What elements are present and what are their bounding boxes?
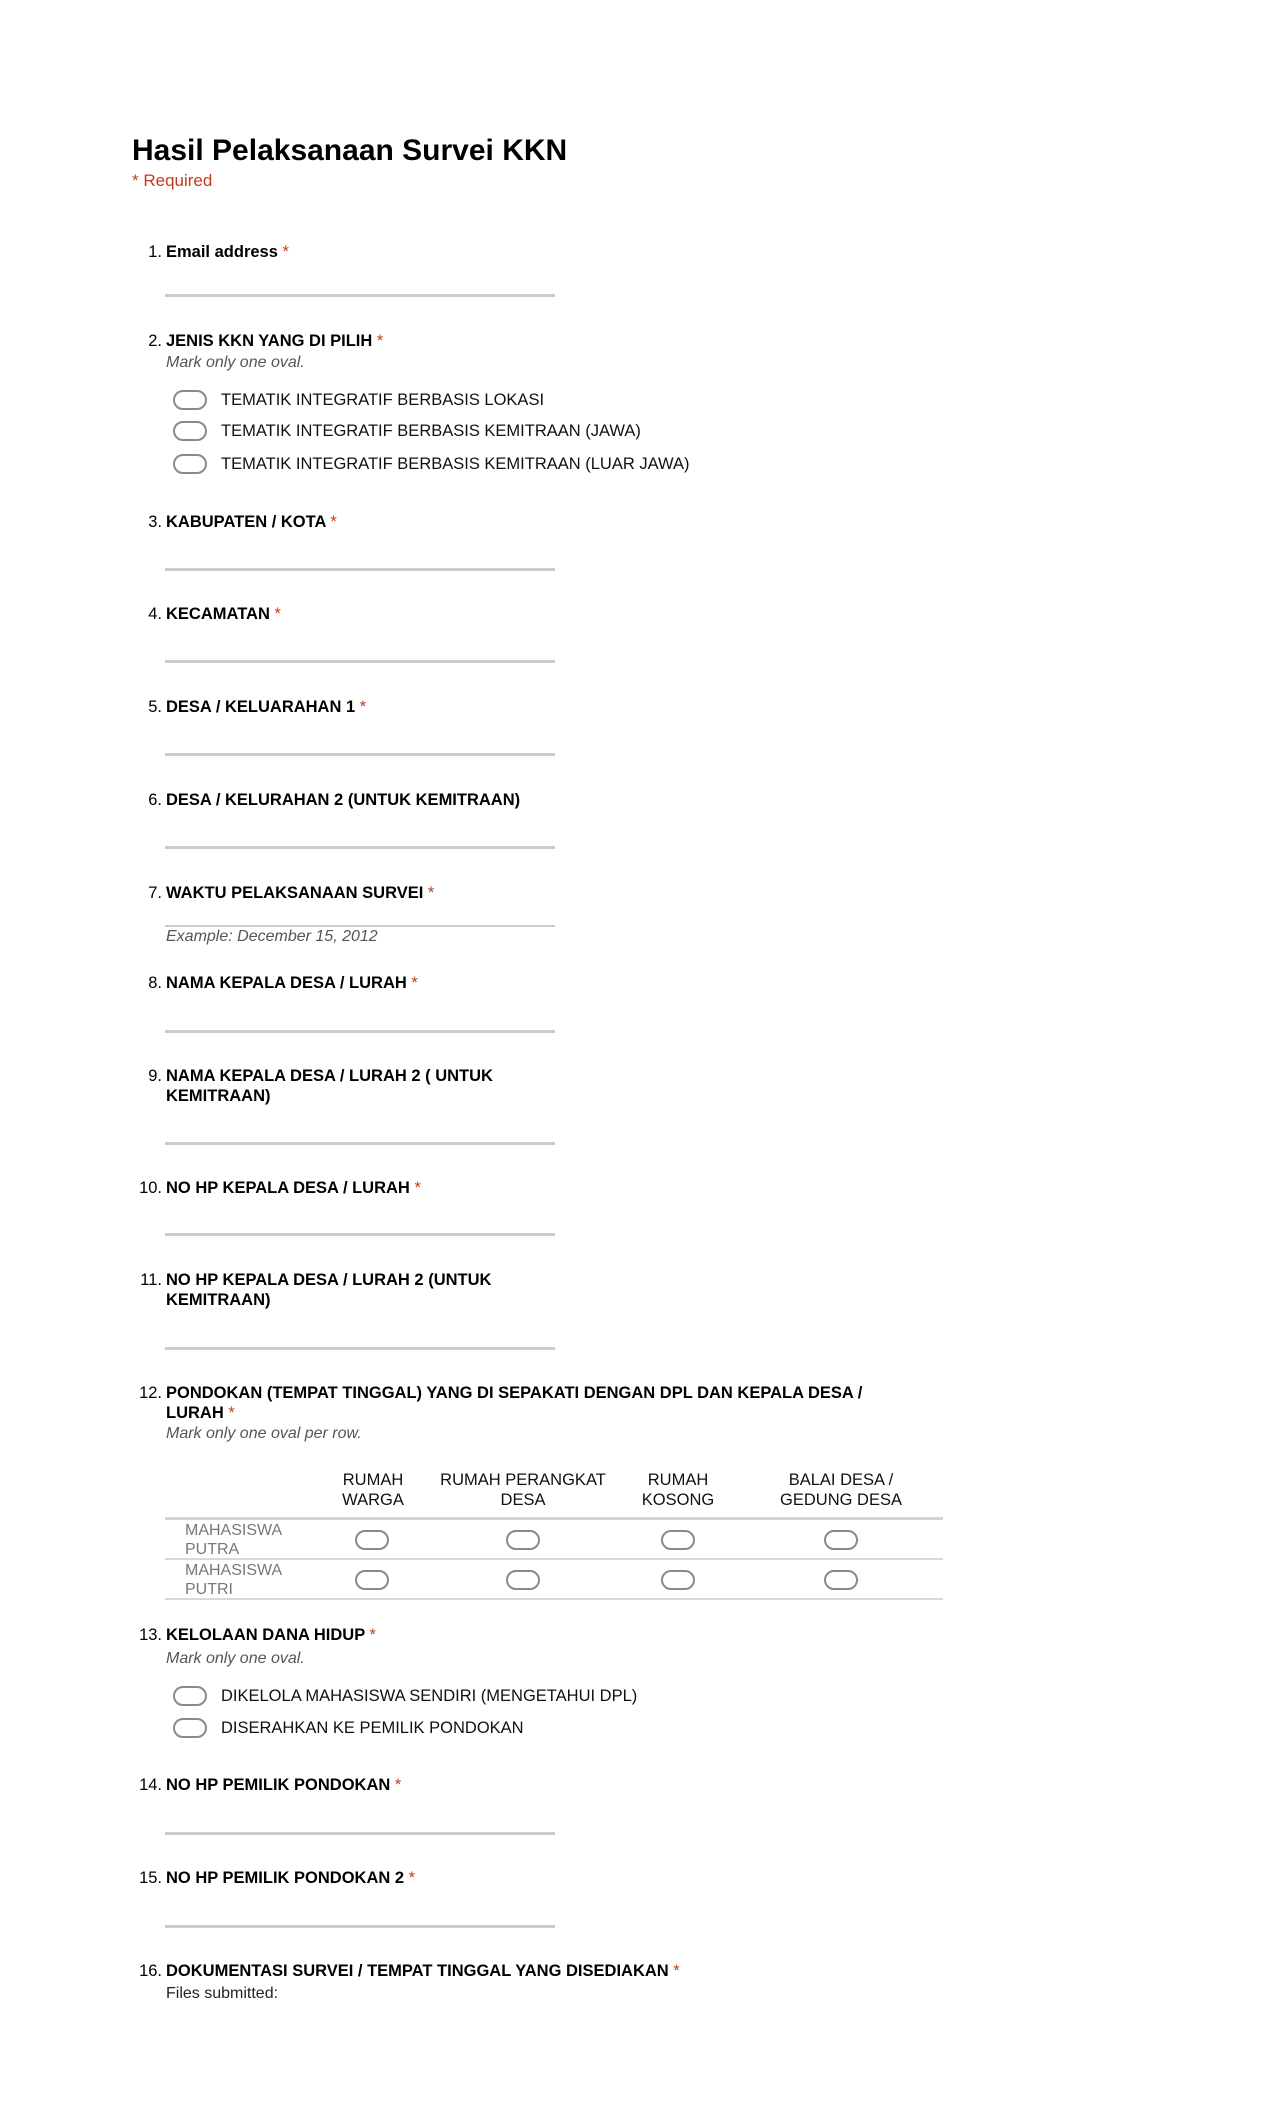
question-label	[166, 512, 337, 532]
label-text: NO HP KEPALA DESA / LURAH	[166, 1179, 410, 1197]
grid-radio-putra-rumah-warga[interactable]	[355, 1530, 389, 1550]
nama-kepala-desa-input[interactable]	[165, 1030, 555, 1033]
required-asterisk: *	[411, 974, 418, 992]
required-asterisk: *	[394, 1776, 402, 1794]
question-label	[166, 1178, 421, 1198]
grid-row-label	[185, 1521, 282, 1559]
question-label	[166, 604, 281, 624]
label-text: KECAMATAN	[166, 605, 270, 623]
option-label: TEMATIK INTEGRATIF BERBASIS KEMITRAAN (JAWA)	[221, 422, 641, 440]
grid-column-header	[438, 1470, 608, 1510]
no-hp-pemilik-input[interactable]	[165, 1832, 555, 1835]
question-label	[166, 242, 289, 262]
column-header-line1: BALAI DESA /	[788, 1471, 894, 1489]
row-label-line1: MAHASISWA	[185, 1562, 283, 1579]
column-header-line1: RUMAH	[647, 1471, 709, 1489]
row-label-line2: PUTRA	[185, 1541, 240, 1558]
question-number: 2.	[148, 332, 162, 350]
label-text: WAKTU PELAKSANAAN SURVEI	[166, 884, 424, 902]
question-label-line2	[166, 1403, 235, 1423]
label-text: LURAH	[166, 1404, 224, 1422]
question-label	[166, 1625, 376, 1645]
grid-column-header	[288, 1470, 458, 1510]
kecamatan-input[interactable]	[165, 660, 555, 663]
option-label: TEMATIK INTEGRATIF BERBASIS LOKASI	[221, 391, 545, 409]
question-hint: Mark only one oval.	[166, 354, 305, 371]
question-label-line2: KEMITRAAN)	[166, 1291, 271, 1309]
grid-column-header	[756, 1470, 926, 1510]
question-number: 14.	[139, 1776, 162, 1794]
radio-option-dikelola-mahasiswa[interactable]	[173, 1686, 207, 1706]
question-number: 10.	[139, 1179, 162, 1197]
question-number: 5.	[148, 698, 162, 716]
question-number: 12.	[139, 1384, 162, 1402]
required-asterisk: *	[228, 1404, 235, 1422]
label-text: NO HP PEMILIK PONDOKAN	[166, 1776, 391, 1794]
files-submitted-text: Files submitted:	[166, 1985, 279, 2002]
label-text: JENIS KKN YANG DI PILIH	[166, 332, 373, 350]
nama-kepala-desa-2-input[interactable]	[165, 1142, 555, 1145]
grid-row-divider	[165, 1558, 943, 1560]
grid-radio-putra-rumah-perangkat[interactable]	[506, 1530, 540, 1550]
question-label	[166, 973, 418, 993]
question-number: 11.	[140, 1271, 162, 1289]
question-number: 16.	[139, 1962, 162, 1980]
date-example-hint: Example: December 15, 2012	[166, 928, 378, 945]
required-asterisk: *	[274, 605, 281, 623]
no-hp-kepala-desa-2-input[interactable]	[165, 1347, 555, 1350]
radio-option-kemitraan-jawa[interactable]	[173, 421, 207, 441]
grid-header-divider	[165, 1517, 943, 1520]
question-number: 8.	[148, 974, 162, 992]
required-asterisk: *	[330, 513, 337, 531]
question-number: 3.	[148, 513, 162, 531]
question-number: 6.	[148, 791, 162, 809]
column-header-line1: RUMAH PERANGKAT	[440, 1471, 606, 1489]
no-hp-pemilik-2-input[interactable]	[165, 1925, 555, 1928]
required-note: * Required	[132, 171, 213, 190]
question-label	[166, 883, 434, 903]
email-input[interactable]	[165, 294, 555, 297]
required-asterisk: *	[427, 884, 435, 902]
kabupaten-input[interactable]	[165, 568, 555, 571]
no-hp-kepala-desa-input[interactable]	[165, 1233, 555, 1236]
grid-row-label	[185, 1561, 282, 1599]
label-text: Email address	[166, 243, 278, 261]
question-hint: Mark only one oval.	[166, 1650, 305, 1667]
question-label	[166, 1961, 680, 1981]
column-header-line2: KOSONG	[641, 1491, 715, 1509]
question-label-line1: PONDOKAN (TEMPAT TINGGAL) YANG DI SEPAKATI DENGAN DPL DAN KEPALA DESA /	[166, 1384, 863, 1402]
label-text: KELOLAAN DANA HIDUP	[166, 1626, 365, 1644]
option-label: TEMATIK INTEGRATIF BERBASIS KEMITRAAN (LUAR JAWA)	[221, 455, 690, 473]
question-number: 1.	[148, 243, 162, 261]
grid-radio-putri-rumah-warga[interactable]	[355, 1570, 389, 1590]
required-asterisk: *	[369, 1626, 376, 1644]
radio-option-lokasi[interactable]	[173, 390, 207, 410]
required-asterisk: *	[408, 1869, 416, 1887]
desa-1-input[interactable]	[165, 753, 555, 756]
question-number: 7.	[148, 884, 162, 902]
required-asterisk: *	[282, 243, 289, 261]
label-text: NO HP PEMILIK PONDOKAN 2	[166, 1869, 405, 1887]
question-label-line1: NAMA KEPALA DESA / LURAH 2 ( UNTUK	[166, 1067, 493, 1085]
label-text: DOKUMENTASI SURVEI / TEMPAT TINGGAL YANG DISEDIAKAN	[166, 1962, 669, 1980]
column-header-line2: DESA	[500, 1491, 546, 1509]
question-label	[166, 1868, 415, 1888]
grid-radio-putra-rumah-kosong[interactable]	[661, 1530, 695, 1550]
form-title: Hasil Pelaksanaan Survei KKN	[132, 134, 568, 167]
row-label-line1: MAHASISWA	[185, 1522, 283, 1539]
grid-radio-putra-balai-desa[interactable]	[824, 1530, 858, 1550]
question-number: 13.	[139, 1626, 162, 1644]
grid-radio-putri-balai-desa[interactable]	[824, 1570, 858, 1590]
question-number: 4.	[148, 605, 162, 623]
option-label: DISERAHKAN KE PEMILIK PONDOKAN	[221, 1719, 524, 1737]
grid-row-divider	[165, 1598, 943, 1600]
required-asterisk: *	[414, 1179, 421, 1197]
question-number: 9.	[148, 1067, 162, 1085]
question-label	[166, 1775, 401, 1795]
question-label: DESA / KELURAHAN 2 (UNTUK KEMITRAAN)	[166, 791, 521, 809]
waktu-survei-input[interactable]	[165, 925, 555, 927]
column-header-line2: GEDUNG DESA	[780, 1491, 902, 1509]
grid-column-header	[593, 1470, 763, 1510]
radio-option-diserahkan-pemilik[interactable]	[173, 1718, 207, 1738]
label-text: NAMA KEPALA DESA / LURAH	[166, 974, 407, 992]
question-label-line1: NO HP KEPALA DESA / LURAH 2 (UNTUK	[166, 1271, 492, 1289]
label-text: DESA / KELUARAHAN 1	[166, 698, 356, 716]
required-asterisk: *	[359, 698, 367, 716]
question-label-line2: KEMITRAAN)	[166, 1087, 271, 1105]
required-asterisk: *	[673, 1962, 680, 1980]
question-hint: Mark only one oval per row.	[166, 1425, 362, 1442]
question-label	[166, 697, 366, 717]
row-label-line2: PUTRI	[185, 1581, 233, 1598]
required-asterisk: *	[376, 332, 384, 350]
option-label: DIKELOLA MAHASISWA SENDIRI (MENGETAHUI DPL)	[221, 1687, 638, 1705]
column-header-line1: RUMAH	[342, 1471, 404, 1489]
question-number: 15.	[139, 1869, 162, 1887]
label-text: KABUPATEN / KOTA	[166, 513, 326, 531]
column-header-line2: WARGA	[342, 1491, 404, 1509]
grid-radio-putri-rumah-kosong[interactable]	[661, 1570, 695, 1590]
grid-radio-putri-rumah-perangkat[interactable]	[506, 1570, 540, 1590]
radio-option-kemitraan-luar-jawa[interactable]	[173, 454, 207, 474]
question-label	[166, 331, 383, 351]
desa-2-input[interactable]	[165, 846, 555, 849]
